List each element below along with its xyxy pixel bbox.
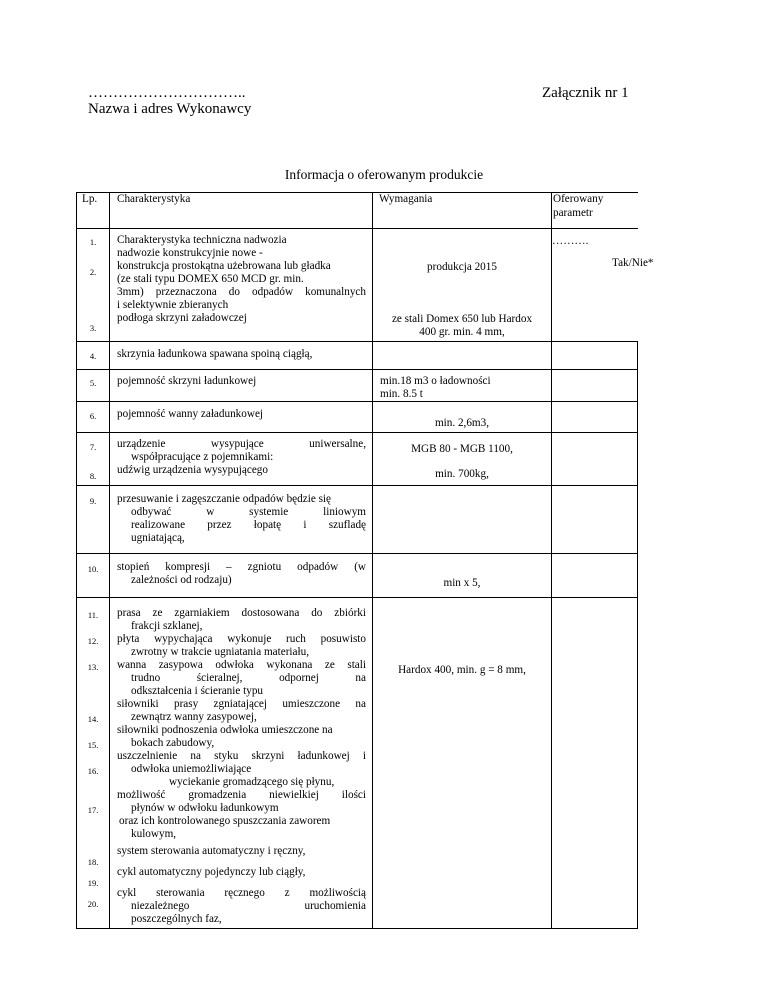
row-requirements: produkcja 2015 ze stali Domex 650 lub Hardox 400 gr. min. 4 mm, xyxy=(373,229,552,342)
offered-yes-no: Tak/Nie* xyxy=(612,257,654,269)
table-row: 6. pojemność wanny załadunkowej min. 2,6m3, xyxy=(77,402,638,433)
row-numbers: 1. 2. 3. xyxy=(77,229,110,342)
row-characteristic: Charakterystyka techniczna nadwozia nadwozie konstrukcyjnie nowe - konstrukcja prostokątna użebrowana lub gładka (ze stali typu DOMEX 650 MCD gr. min. 3mm) przeznaczona do odpadów komunalnych i selektywnie zbieranych podłoga skrzyni załadowczej xyxy=(110,229,373,342)
table-row: 7. 8. urządzenie wysypujące uniwersalne, współpracujące z pojemnikami: udźwig urządzenia wysypującego MGB 80 - MGB 1100, min. 700kg, xyxy=(77,433,638,486)
table-row: 9. przesuwanie i zagęszczanie odpadów będzie się odbywać w systemie liniowym realizowane przez łopatę i szufladę ugniatającą, xyxy=(77,486,638,554)
contractor-dots: ………………………….. xyxy=(88,85,246,101)
header-offered-line1: Oferowany xyxy=(553,193,604,205)
table-row xyxy=(77,229,638,342)
offered-dots: ………. xyxy=(552,235,589,247)
header-offered xyxy=(552,193,638,229)
header-requirements: Wymagania xyxy=(373,193,552,229)
table-row: 4. skrzynia ładunkowa spawana spoiną ciągłą, xyxy=(77,342,638,370)
contractor-label: Nazwa i adres Wykonawcy xyxy=(88,101,252,117)
document-title: Informacja o oferowanym produkcie xyxy=(284,167,484,182)
table-row: 10. stopień kompresji – zgniotu odpadów (w zależności od rodzaju) min x 5, xyxy=(77,554,638,598)
table-row: 5. pojemność skrzyni ładunkowej min.18 m3 o ładowności min. 8.5 t xyxy=(77,370,638,402)
row-offered xyxy=(552,229,654,342)
header-characteristic: Charakterystyka xyxy=(110,193,373,229)
table-header-row xyxy=(77,193,638,229)
table-row: 11. 12. 13. 14. 15. 16. 17. 18. 19. 20. prasa ze zgarniakiem dostosowana do zbiórki frakcji szklanej, płyta wypychająca wykonuje ruch posuwisto zwrotny w trakcie ugniatania materiału, wanna zasypowa odwłoka wykonana ze stali trudno ścieralnej, odpornej na odkształcenia i ścieranie typu siłowniki prasy zgniatającej umieszczone na zewnątrz wanny zasypowej, siłowniki podnoszenia odwłoka umieszczone na bokach zabudowy, uszczelnienie na styku skrzyni ładunkowej i odwłoka uniemożliwiające wyciekanie gromadzącego się płynu, możliwość gromadzenia niewielkiej ilości płynów w odwłoku ładunkowym oraz ich kontrolowanego spuszczania zaworem kulowym, system sterowania automatyczny i ręczny, cykl automatyczny pojedynczy lub ciągły, cykl sterowania ręcznego z możliwością niezależnego uruchomienia poszczególnych faz, Hardox 400, min. g = 8 mm, xyxy=(77,598,638,929)
annex-label: Załącznik nr 1 xyxy=(542,85,629,101)
header-lp: Lp. xyxy=(77,193,110,229)
header-offered-line2: parametr xyxy=(553,207,593,219)
spec-table xyxy=(76,192,654,929)
